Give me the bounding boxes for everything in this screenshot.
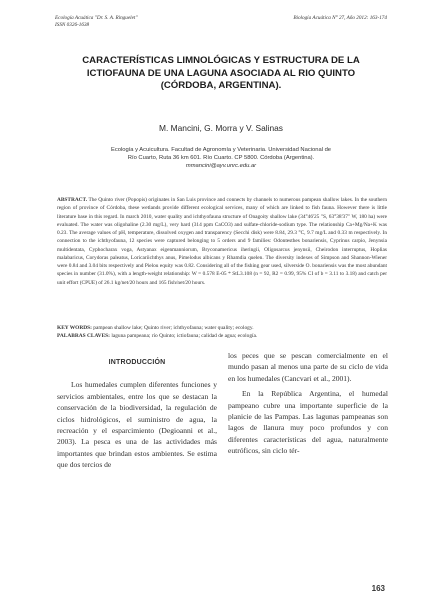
keywords-text: pampean shallow lake; Quinto river; ichthyofauna; water quality; ecology. [93, 325, 254, 331]
keywords-label: KEY WORDS: [57, 325, 92, 331]
author-affiliation [95, 146, 347, 171]
page-number: 163 [371, 584, 385, 593]
intro-paragraph-1: Los humedales cumplen diferentes funciones y servicios ambientales, entre los que se destacan la conservación de la biodiversidad, la regulación de ciclos hidrológicos, el suministro de agua, la recreación y el esparcimiento (Degioanni et al., 2003). La pesca es una de las actividades más importantes que brindan estos ambientes. Se estima que dos tercios de [57, 380, 217, 470]
body-column-right [228, 350, 388, 461]
section-title-introduccion: INTRODUCCIÓN [108, 359, 166, 366]
abstract [57, 196, 387, 287]
issn: ISSN 0326-1638 [55, 22, 90, 28]
running-header-left [55, 15, 138, 29]
article-title: CARACTERÍSTICAS LIMNOLÓGICAS Y ESTRUCTURA DE LA ICTIOFAUNA DE UNA LAGUNA ASOCIADA AL RIO QUINTO (CÓRDOBA, ARGENTINA). [82, 55, 360, 91]
keywords-en [57, 325, 387, 333]
intro-paragraph-2: En la República Argentina, el humedal pampeano cubre una importante superficie de la planicie de las Pampas. Las lagunas pampeanas son lagos de llanura muy poco profundos y con diferentes características del agua, naturalmente eutróficos, sin ciclo tér- [228, 389, 388, 456]
abstract-text: The Quinto river (Popopis) originates in San Luis province and connects by channels to numerous pampean shallow lakes. In the southern region of province of Córdoba, these wetlands provide different ecological services, many of which are linked to fish fauna. However there is little literature base in this regard. In march 2010, water quality and ichthyofauna structure of Onagoity shallow lake (34°46'25 "S, 63°38'37" W, 180 ha) were evaluated. The water was oligohaline (2.30 mg/L), very hard (314 ppm CaCO3) and sulfate-chloride-sodium type. The relationship Ca+Mg/Na+K was 0.23. The average values of pH, temperature, dissolved oxygen and transparency (Secchi disk) were 8.84, 29.3 °C, 9.7 mg/L and 0.33 m respectively. In connection to the ichthyofauna, 12 species were captured belonging to 5 orders and 9 families: Odontesthes bonariensis, Cyprinus carpio, Jenynsia multidentata, Cyphocharax voga, Astyanax eigenmanniorum, Bryconamericus iheringii, Oligosarcus jenynsii, Cheirodon interruptus, Hoplias malabaricus, Corydoras paleatus, Loricariichthys anus, Pimelodus albicans y Rhamdia quelen. The diversity indexes of Simpson and Shannon-Wiener were 0.84 and 3.04 bits respectively and Pielou equity was 0.82. Considering all of the fishing gear used, silverside O. bonariensis was the most abundant species in number (31.0%), with a length-weight relationship: W = 0.578 E-05 * StL3.108 (n = 92, R2 = 0.99, 95% CI of b = 3.11 to 3.18) and catch per unit effort (CPUE) of 26.1 kg/net/20 hours and 165 fish/net/20 hours. [57, 197, 387, 286]
body-column-left [57, 350, 217, 471]
abstract-label: ABSTRACT. [57, 197, 88, 203]
keywords-block [57, 325, 387, 340]
journal-name: Ecología Acuática "Dr. S. A. Ringuelet" [55, 15, 138, 21]
author-email[interactable]: mmancini@ayv.unrc.edu.ar [185, 163, 257, 170]
article-authors: M. Mancini, G. Morra y V. Salinas [159, 123, 283, 133]
intro-paragraph-1-continued: los peces que se pescan comercialmente en el mundo pasan al menos una parte de su ciclo de vida en los humedales (Cancvari et al., 2001). [228, 351, 388, 383]
keywords-es [57, 333, 387, 341]
running-header-right: Biología Acuática N° 27, Año 2012: 163-174 [293, 15, 387, 21]
palabras-claves-text: laguna pampeana; río Quinto; ictiofauna; calidad de agua; ecología. [111, 332, 258, 339]
affiliation-line-2: Río Cuarto, Ruta 36 km 601. Río Cuarto. CP 5800. Córdoba (Argentina). [127, 155, 315, 162]
affiliation-line-1: Ecología y Acuicultura. Facultad de Agronomía y Veterinaria. Universidad Nacional de [110, 147, 332, 153]
palabras-claves-label: PALABRAS CLAVES: [57, 332, 110, 339]
